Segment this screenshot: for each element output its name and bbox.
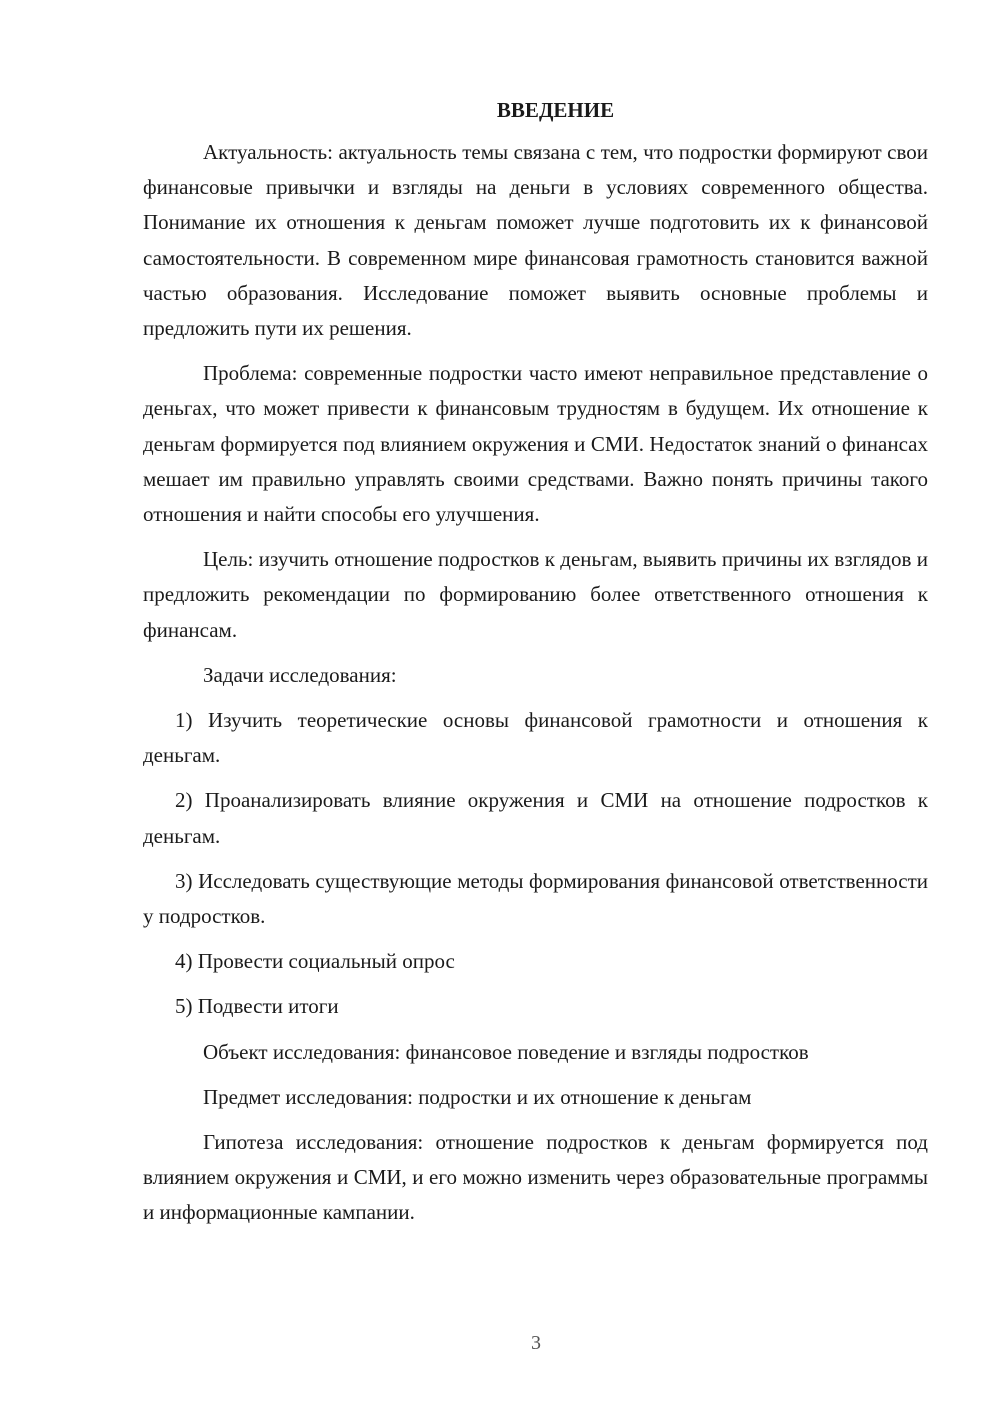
section-title: ВВЕДЕНИЕ bbox=[496, 98, 615, 122]
task-item-4: 4) Провести социальный опрос bbox=[175, 949, 455, 974]
problem-paragraph: Проблема: современные подростки часто имеют неправильное представление о деньгах, что может привести к финансовым трудностям в будущем. Их отношение к деньгам формируется под влиянием окружения и СМИ. Недостаток знаний о финансах мешает им правильно управлять своими средствами. Важно понять причины такого отношения и найти способы его улучшения. bbox=[143, 361, 928, 527]
task-item-1: 1) Изучить теоретические основы финансовой грамотности и отношения к деньгам. bbox=[143, 708, 928, 768]
goal-paragraph: Цель: изучить отношение подростков к деньгам, выявить причины их взглядов и предложить рекомендации по формированию более ответственного отношения к финансам. bbox=[143, 547, 928, 642]
subject-paragraph: Предмет исследования: подростки и их отношение к деньгам bbox=[203, 1084, 752, 1109]
tasks-heading: Задачи исследования: bbox=[203, 662, 397, 687]
task-item-5: 5) Подвести итоги bbox=[175, 994, 339, 1019]
task-item-3: 3) Исследовать существующие методы формирования финансовой ответственности у подростков. bbox=[143, 868, 928, 929]
page-body bbox=[143, 95, 928, 1241]
task-item-2: 2) Проанализировать влияние окружения и СМИ на отношение подростков к деньгам. bbox=[143, 788, 928, 848]
object-paragraph: Объект исследования: финансовое поведение и взгляды подростков bbox=[203, 1039, 809, 1064]
page-number: 3 bbox=[531, 1332, 541, 1354]
relevance-paragraph: Актуальность: актуальность темы связана с тем, что подростки формируют свои финансовые привычки и взгляды на деньги в условиях современного общества. Понимание их отношения к деньгам поможет лучше подготовить их к финансовой самостоятельности. В современном мире финансовая грамотность становится важной частью образования. Исследование поможет выявить основные проблемы и предложить пути их решения. bbox=[143, 140, 928, 341]
hypothesis-paragraph: Гипотеза исследования: отношение подростков к деньгам формируется под влиянием окружения и СМИ, и его можно изменить через образовательные программы и информационные кампании. bbox=[143, 1130, 928, 1225]
